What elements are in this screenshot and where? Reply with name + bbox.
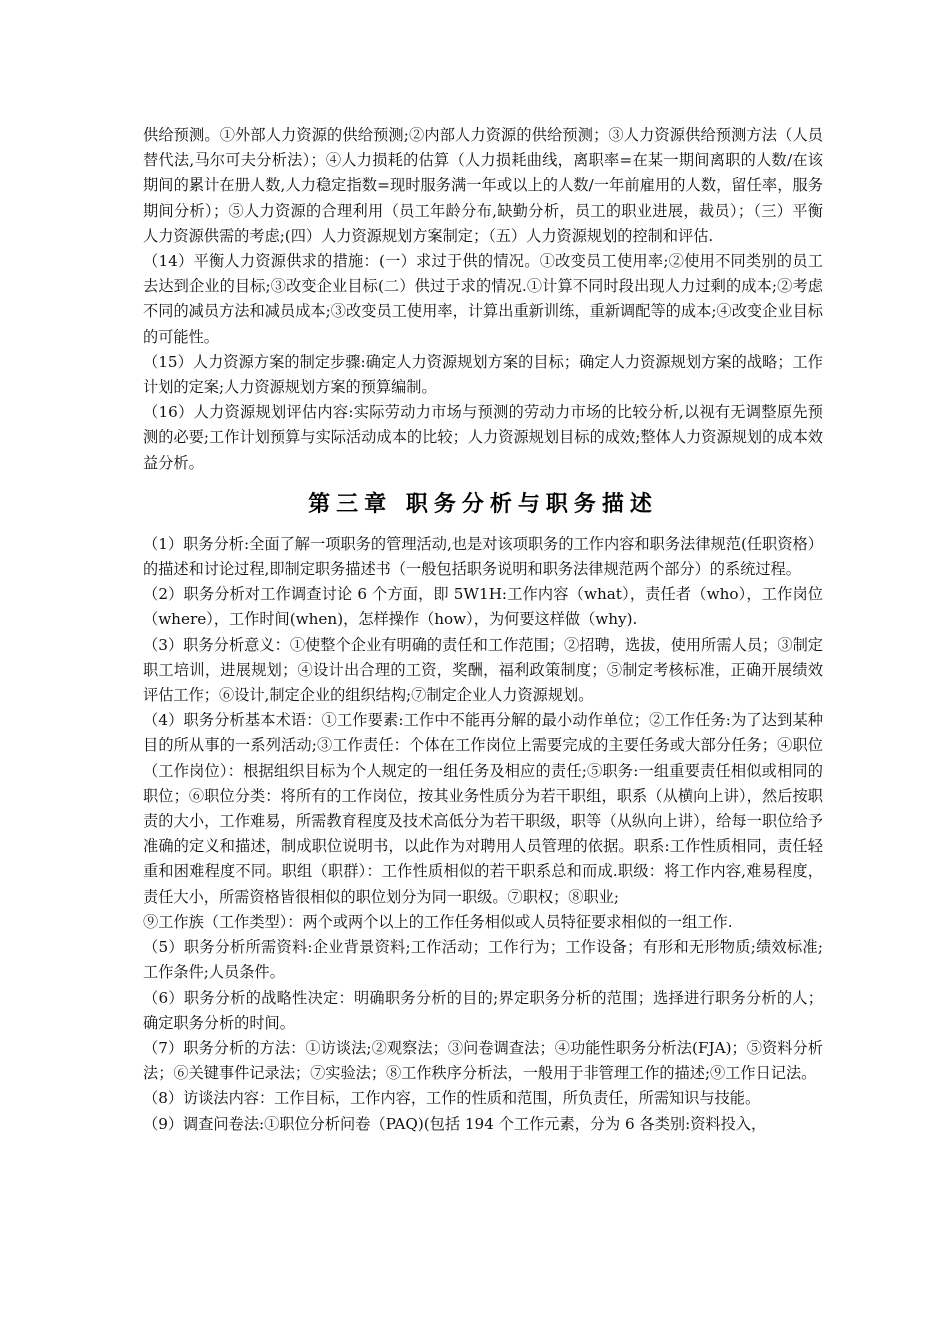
- paragraph-7: （7）职务分析的方法：①访谈法;②观察法；③问卷调查法；④功能性职务分析法(FJA)；⑤资料分析法；⑥关键事件记录法；⑦实验法；⑧工作秩序分析法，一般用于非管理工作的描述;⑨工作日记法。: [143, 1038, 823, 1083]
- paragraph-8: （8）访谈法内容：工作目标，工作内容，工作的性质和范围，所负责任，所需知识与技能。: [143, 1089, 761, 1108]
- paragraph-3: （3）职务分析意义：①使整个企业有明确的责任和工作范围；②招聘，选拔，使用所需人员；③制定职工培训，进展规划；④设计出合理的工资，奖酬，福利政策制度；⑤制定考核标准，正确开展绩效评估工作；⑥设计,制定企业的组织结构;⑦制定企业人力资源规划。: [143, 635, 823, 705]
- paragraph-4-continued: ⑨工作族（工作类型）：两个或两个以上的工作任务相似或人员特征要求相似的一组工作.: [143, 912, 733, 931]
- paragraph-9: （9）调查问卷法:①职位分析问卷（PAQ)(包括 194 个工作元素，分为 6 各类别:资料投入，: [143, 1114, 767, 1133]
- paragraph-15: （15）人力资源方案的制定步骤:确定人力资源规划方案的目标；确定人力资源规划方案的战略；工作计划的定案;人力资源规划方案的预算编制。: [143, 352, 823, 397]
- paragraph-6: （6）职务分析的战略性决定：明确职务分析的目的;界定职务分析的范围；选择进行职务分析的人；确定职务分析的时间。: [143, 988, 823, 1032]
- chapter-heading: 第三章 职务分析与职务描述: [308, 491, 658, 517]
- paragraph-16: （16）人力资源规划评估内容:实际劳动力市场与预测的劳动力市场的比较分析,以视有无调整原先预测的必要;工作计划预算与实际活动成本的比较；人力资源规划目标的成效;整体人力资源规划的成本效益分析。: [143, 403, 823, 472]
- document-page: [143, 123, 823, 1137]
- paragraph-2: （2）职务分析对工作调查讨论 6 个方面，即 5W1H:工作内容（what），责任者（who），工作岗位（where），工作时间(when)，怎样操作（how），为何要这样做（why).: [143, 585, 823, 629]
- paragraph-4: （4）职务分析基本术语：①工作要素:工作中不能再分解的最小动作单位；②工作任务:为了达到某种目的所从事的一系列活动;③工作责任：个体在工作岗位上需要完成的主要任务或大部分任务；④职位（工作岗位）：根据组织目标为个人规定的一组任务及相应的责任;⑤职务:一组重要责任相似或相同的职位；⑥职位分类：将所有的工作岗位，按其业务性质分为若干职组，职系（从横向上讲），然后按职责的大小，工作难易，所需教育程度及技术高低分为若干职级，职等（从纵向上讲），给每一职位给予准确的定义和描述，制成职位说明书，以此作为对聘用人员管理的依据。职系:工作性质相同，责任轻重和困难程度不同。职组（职群）：工作性质相似的若干职系总和而成.职级：将工作内容,难易程度，责任大小，所需资格皆很相似的职位划分为同一职级。⑦职权；⑧职业;: [143, 711, 823, 906]
- paragraph-supply-forecast: 供给预测。①外部人力资源的供给预测;②内部人力资源的供给预测；③人力资源供给预测方法（人员替代法,马尔可夫分析法）；④人力损耗的估算（人力损耗曲线，离职率=在某一期间离职的人数/在该期间的累计在册人数,人力稳定指数=现时服务满一年或以上的人数/一年前雇用的人数，留任率，服务期间分析）；⑤人力资源的合理利用（员工年龄分布,缺勤分析，员工的职业进展，裁员）；（三）平衡人力资源供需的考虑;(四）人力资源规划方案制定；（五）人力资源规划的控制和评估.: [143, 126, 823, 245]
- paragraph-1: （1）职务分析:全面了解一项职务的管理活动,也是对该项职务的工作内容和职务法律规范(任职资格）的描述和讨论过程,即制定职务描述书（一般包括职务说明和职务法律规范两个部分）的系统过程。: [143, 534, 823, 579]
- paragraph-5: （5）职务分析所需资料:企业背景资料;工作活动；工作行为；工作设备；有形和无形物质;绩效标准;工作条件;人员条件。: [143, 938, 823, 982]
- paragraph-14: （14）平衡人力资源供求的措施：(一）求过于供的情况。①改变员工使用率;②使用不同类别的员工去达到企业的目标;③改变企业目标(二）供过于求的情况.①计算不同时段出现人力过剩的成本;②考虑不同的减员方法和减员成本;③改变员工使用率，计算出重新训练，重新调配等的成本;④改变企业目标的可能性。: [143, 252, 823, 346]
